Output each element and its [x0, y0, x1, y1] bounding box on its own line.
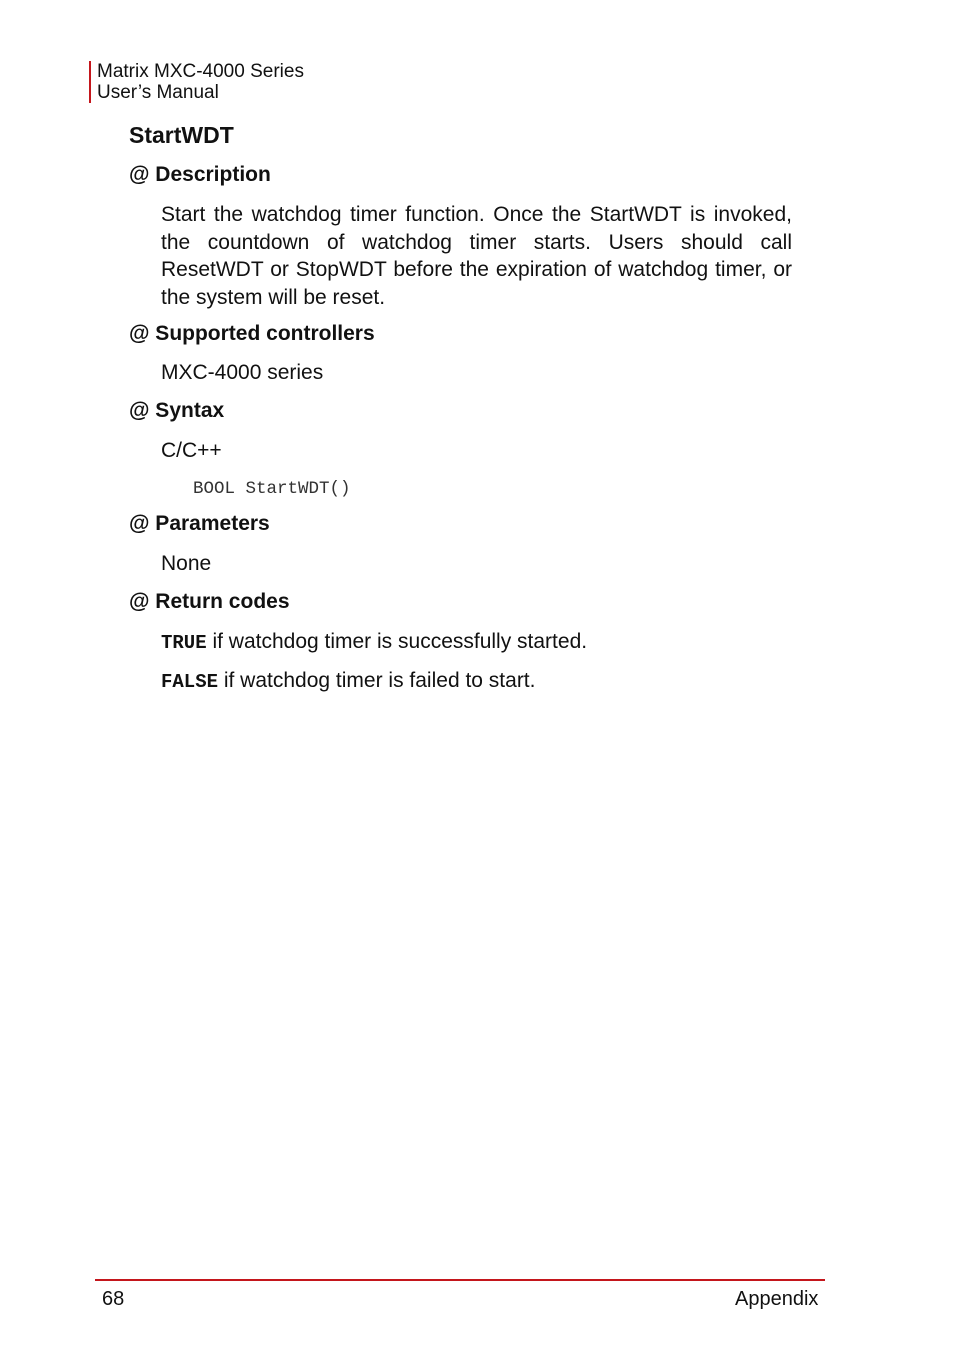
function-title: StartWDT: [129, 122, 234, 148]
syntax-language: C/C++: [161, 439, 222, 462]
return-code-keyword: TRUE: [161, 632, 207, 654]
footer-divider: [95, 1279, 825, 1281]
supported-controllers-heading: @ Supported controllers: [129, 322, 375, 345]
description-text: Start the watchdog timer function. Once the StartWDT is invoked, the countdown of watchdog timer starts. Users should call ResetWDT or StopWDT before the expiration of watchdog timer, or the system will be reset.: [161, 203, 792, 309]
page-number: 68: [102, 1288, 125, 1310]
syntax-code: BOOL StartWDT(): [193, 479, 351, 499]
return-code-description: if watchdog timer is successfully started.: [206, 630, 588, 653]
running-header: [89, 61, 304, 103]
supported-controllers-text: MXC-4000 series: [161, 361, 324, 384]
parameters-text: None: [161, 552, 212, 575]
return-code-description: if watchdog timer is failed to start.: [218, 669, 536, 692]
header-manual-name: User’s Manual: [97, 82, 219, 103]
header-product-name: Matrix MXC-4000 Series: [97, 61, 304, 82]
footer-section-name: Appendix: [735, 1288, 819, 1310]
syntax-heading: @ Syntax: [129, 399, 225, 422]
return-code-keyword: FALSE: [161, 671, 219, 693]
description-heading: @ Description: [129, 163, 271, 186]
return-code-false: [161, 667, 535, 697]
parameters-heading: @ Parameters: [129, 512, 270, 535]
return-codes-heading: @ Return codes: [129, 590, 290, 613]
return-code-true: [161, 628, 587, 658]
